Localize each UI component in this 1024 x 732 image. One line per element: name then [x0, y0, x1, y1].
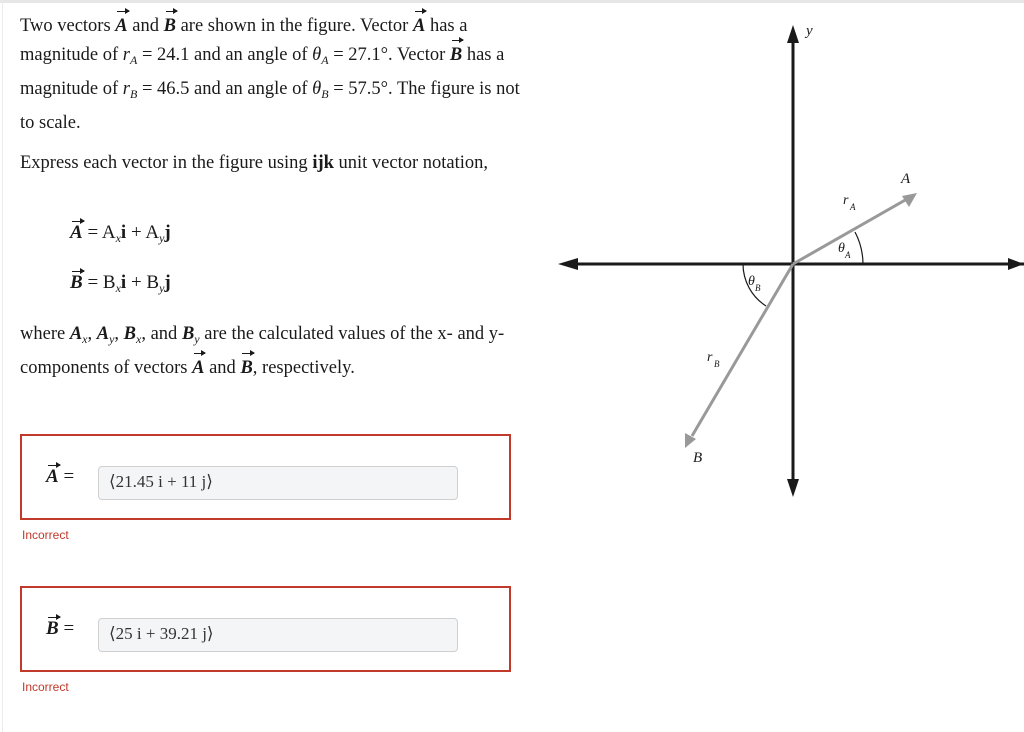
x-axis-right-arrow — [1008, 258, 1024, 270]
y-axis-bottom-arrow — [787, 479, 799, 497]
equation-vector-A: $A = A_xi + A_yj$ — [70, 222, 171, 245]
top-border — [0, 0, 1024, 3]
rB-label: r — [707, 350, 713, 365]
answer-input-B[interactable]: ⟨25 i + 39.21 j⟩ — [98, 618, 458, 652]
rA-label: r — [843, 193, 849, 208]
left-border — [2, 0, 3, 732]
feedback-B: Incorrect — [22, 680, 69, 694]
answer-box-B — [20, 586, 511, 672]
y-axis-label: y — [806, 23, 813, 39]
x-axis-left-arrow — [558, 258, 578, 270]
answer-label-A: A = — [46, 466, 75, 487]
thetaA-arc — [855, 232, 863, 264]
feedback-A: Incorrect — [22, 528, 69, 542]
rB-subscript: B — [714, 359, 720, 369]
answer-box-A — [20, 434, 511, 520]
equation-vector-B: $B = B_xi + B_yj$ — [70, 272, 171, 295]
y-axis-top-arrow — [787, 25, 799, 43]
vector-B-label: B — [693, 450, 703, 466]
where-text: where $A_x$, $A_y$, $B_x$, and $B_y$ are the calculated values of the x- and y-components of vectors A and B, respectively. — [20, 320, 520, 383]
vector-figure — [550, 15, 1024, 505]
question-paragraph-1: Two vectors A and B are shown in the figure. Vector A has a magnitude of $r_A = 24.1$ and an angle of $\theta_A = 27.1^\circ$. Vector B has a magnitude of $r_B = 46.5$ and an angle of $\theta_B = 57.5^\circ$. The figure is not to scale. — [20, 12, 520, 138]
vector-B-arrowhead — [685, 433, 696, 448]
question-text — [20, 12, 520, 178]
thetaB-subscript: B — [755, 283, 761, 293]
thetaA-label: θ — [838, 241, 845, 256]
rA-subscript: A — [850, 202, 856, 212]
vector-A-label: A — [901, 171, 911, 187]
thetaB-label: θ — [748, 274, 755, 289]
question-paragraph-2: Express each vector in the figure using ijk unit vector notation, — [20, 153, 489, 173]
answer-label-B: B = — [46, 618, 75, 639]
answer-input-A[interactable]: ⟨21.45 i + 11 j⟩ — [98, 466, 458, 500]
thetaA-subscript: A — [845, 250, 851, 260]
